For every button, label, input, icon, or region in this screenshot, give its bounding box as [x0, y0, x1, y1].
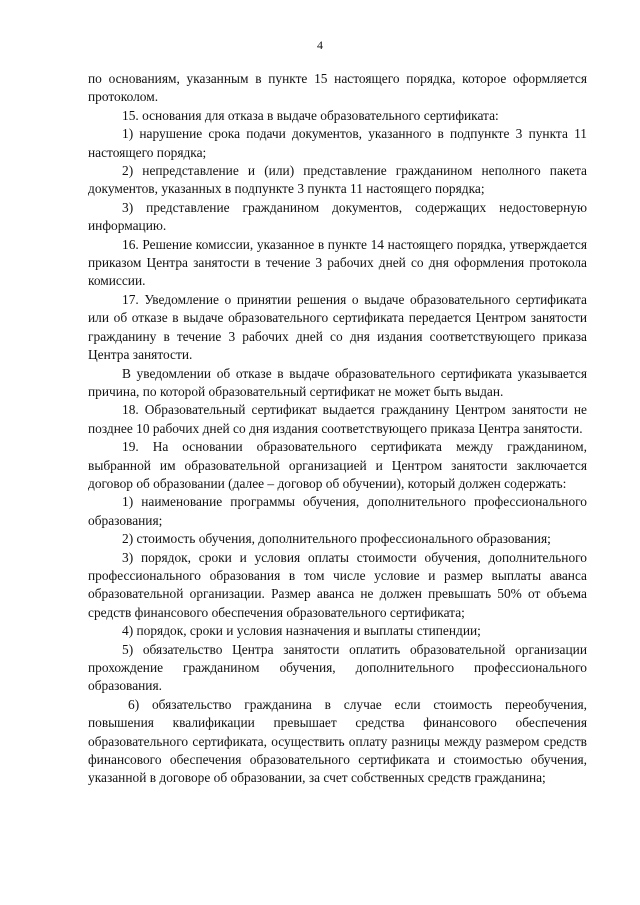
paragraph-19-item-6: 6) обязательство гражданина в случае если стоимость переобучения, повышения квалификации превышает средства финансового обеспечения образовательного сертификата, осуществить оплату разницы между размером средств финансового обеспечения образовательного сертификата и стоимостью обучения, указанной в договоре об образовании, за счет собственных средств гражданина;: [88, 696, 587, 786]
paragraph-19-item-3: 3) порядок, сроки и условия оплаты стоимости обучения, дополнительного профессионального образования в том числе условие и размер выплаты аванса образовательной организации. Размер аванса не должен превышать 50% от объема средств финансового обеспечения образовательного сертификата;: [88, 549, 587, 620]
paragraph-15-heading: 15. основания для отказа в выдаче образовательного сертификата:: [122, 107, 499, 123]
page-number: 4: [317, 38, 323, 52]
paragraph-19-item-5: 5) обязательство Центра занятости оплатить образовательной организации прохождение гражданином обучения, дополнительного профессионального образования.: [88, 641, 587, 694]
paragraph-17: 17. Уведомление о принятии решения о выдаче образовательного сертификата или об отказе в выдаче образовательного сертификата передается Центром занятости гражданину в течение 3 рабочих дней со дня издания соответствующего приказа Центра занятости.: [88, 291, 587, 363]
paragraph-18: 18. Образовательный сертификат выдается гражданину Центром занятости не позднее 10 рабочих дней со дня издания соответствующего приказа Центра занятости.: [88, 402, 587, 436]
paragraph-continuation: по основаниям, указанным в пункте 15 настоящего порядка, которое оформляется протоколом.: [88, 71, 587, 105]
paragraph-19-item-4: 4) порядок, сроки и условия назначения и выплаты стипендии;: [122, 623, 481, 639]
paragraph-15-item-1: 1) нарушение срока подачи документов, указанного в подпункте 3 пункта 11 настоящего порядка;: [88, 126, 587, 160]
paragraph-19: 19. На основании образовательного сертификата между гражданином, выбранной им образовательной организацией и Центром занятости заключается договор об образовании (далее – договор об обучении), который должен содержать:: [88, 439, 587, 491]
paragraph-17-refusal-note: В уведомлении об отказе в выдаче образовательного сертификата указывается причина, по которой образовательный сертификат не может быть выдан.: [88, 365, 587, 399]
document-body: [88, 70, 587, 788]
paragraph-19-item-1: 1) наименование программы обучения, дополнительного профессионального образования;: [88, 494, 587, 528]
paragraph-19-item-2: 2) стоимость обучения, дополнительного профессионального образования;: [122, 531, 551, 547]
paragraph-16: 16. Решение комиссии, указанное в пункте 14 настоящего порядка, утверждается приказом Центра занятости в течение 3 рабочих дней со дня оформления протокола комиссии.: [88, 236, 587, 289]
paragraph-15-item-2: 2) непредставление и (или) представление гражданином неполного пакета документов, указанных в подпункте 3 пункта 11 настоящего порядка;: [88, 163, 587, 197]
paragraph-15-item-3: 3) представление гражданином документов, содержащих недостоверную информацию.: [88, 199, 587, 234]
